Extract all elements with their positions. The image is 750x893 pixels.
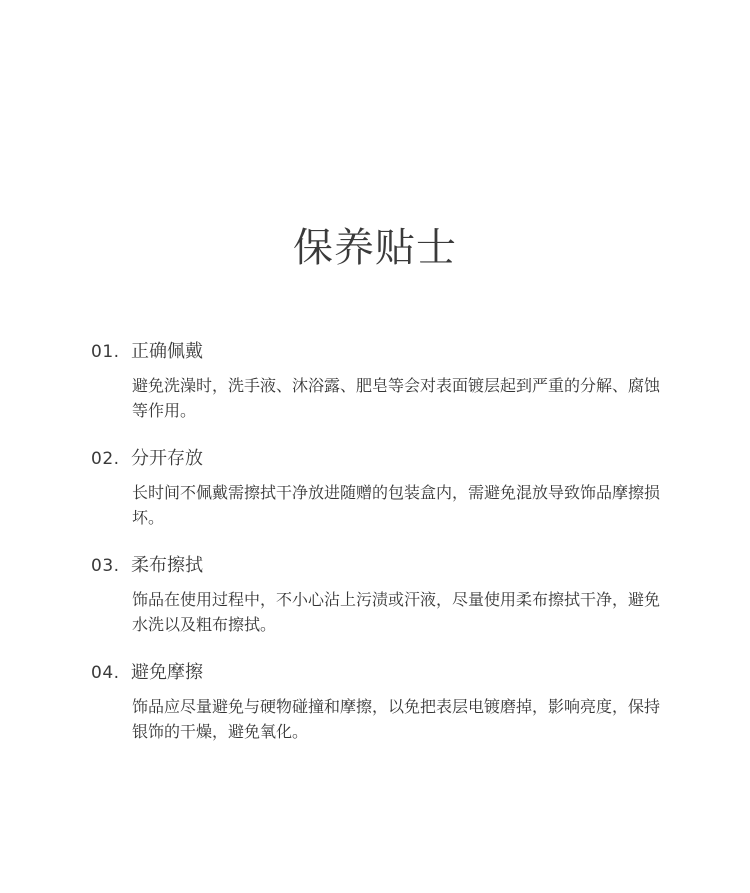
tip-heading: 柔布擦拭 [131, 555, 203, 576]
tip-header [91, 551, 691, 575]
tip-description: 长时间不佩戴需擦拭干净放进随赠的包装盒内，需避免混放导致饰品摩擦损坏。 [132, 483, 661, 527]
tips-list [91, 337, 691, 765]
tip-heading: 避免摩擦 [131, 662, 203, 683]
tip-number: 04. [91, 663, 120, 683]
tip-description: 避免洗澡时，洗手液、沐浴露、肥皂等会对表面镀层起到严重的分解、腐蚀等作用。 [132, 376, 661, 420]
tip-number: 02. [91, 449, 120, 469]
page-title: 保养贴士 [293, 225, 457, 271]
tip-item [91, 551, 691, 637]
tip-header [91, 444, 691, 468]
tip-item [91, 444, 691, 530]
tip-header [91, 658, 691, 682]
tip-number: 01. [91, 342, 120, 362]
tip-description: 饰品在使用过程中，不小心沾上污渍或汗液，尽量使用柔布擦拭干净，避免水洗以及粗布擦拭。 [132, 590, 661, 634]
tip-heading: 分开存放 [131, 448, 203, 469]
tip-description: 饰品应尽量避免与硬物碰撞和摩擦，以免把表层电镀磨掉，影响亮度，保持银饰的干燥，避免氧化。 [132, 697, 661, 741]
tip-heading: 正确佩戴 [131, 341, 203, 362]
tip-number: 03. [91, 556, 120, 576]
tip-item [91, 337, 691, 423]
tip-header [91, 337, 691, 361]
tip-item [91, 658, 691, 744]
